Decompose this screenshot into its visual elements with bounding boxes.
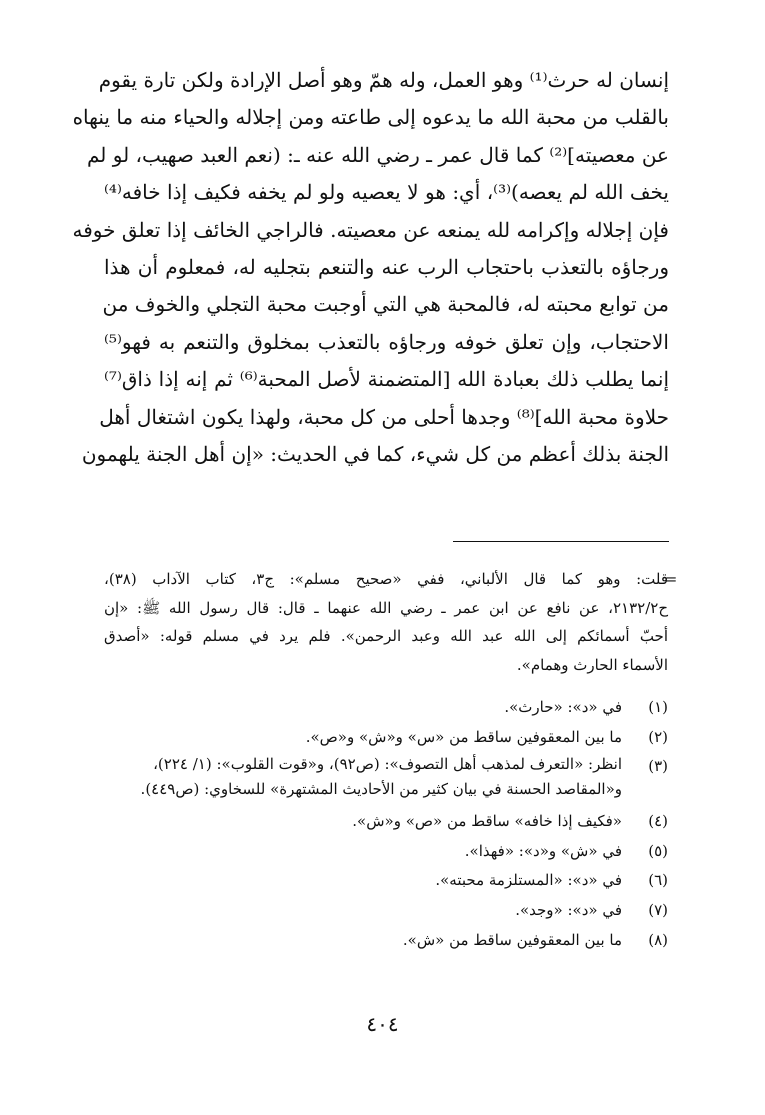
continuation-line: أحبّ أسمائكم إلى الله عبد الله وعبد الرحمن». فلم يرد في مسلم قوله: «أصدق	[104, 627, 668, 645]
footnote-number: (٥)	[648, 841, 668, 860]
body-line: الجنة بذلك أعظم من كل شيء، كما في الحديث: «إن أهل الجنة يلهمون	[81, 441, 669, 466]
body-line: عن معصيته]⁽²⁾ كما قال عمر ـ رضي الله عنه ـ: (نعم العبد صهيب، لو لم	[87, 142, 669, 167]
footnote-6	[73, 866, 668, 896]
body-line: بالقلب من محبة الله ما يدعوه إلى طاعته ومن إجلاله والحياء منه ما ينهاه	[72, 105, 669, 130]
footnote-continuation	[104, 565, 668, 679]
footnote-text-line: و«المقاصد الحسنة في بيان كثير من الأحاديث المشتهرة» للسخاوي: (ص٤٤٩).	[140, 780, 622, 799]
footnote-number: (١)	[648, 698, 668, 716]
footnote-separator	[453, 541, 669, 542]
continuation-line: قلت: وهو كما قال الألباني، ففي «صحيح مسلم»: ج٣، كتاب الآداب (٣٨)،	[104, 570, 668, 588]
footnotes	[73, 693, 668, 955]
footnote-text: في «د»: «حارث».	[504, 698, 622, 716]
body-line: من توابع محبته له، فالمحبة هي التي أوجبت محبة التجلي والخوف من	[102, 292, 669, 317]
body-line: فإن إجلاله وإكرامه لله يمنعه عن معصيته. فالراجي الخائف إذا تعلق خوفه	[72, 217, 669, 242]
continuation-line: الأسماء الحارث وهمام».	[516, 655, 668, 674]
footnote-number: (٤)	[648, 812, 668, 831]
footnote-text: في «د»: «وجد».	[515, 900, 622, 919]
footnote-number: (٣)	[648, 757, 668, 776]
body-line: إنما يطلب ذلك بعبادة الله [المتضمنة لأصل المحبة⁽⁶⁾ ثم إنه إذا ذاق⁽⁷⁾	[104, 367, 669, 392]
footnote-7	[73, 896, 668, 926]
continuation-line: ح٢١٣٢/٢، عن نافع عن ابن عمر ـ رضي الله عنهما ـ قال: قال رسول الله ﷺ: «إن	[104, 598, 668, 617]
footnote-text: في «د»: «المستلزمة محبته».	[435, 871, 622, 890]
footnote-8	[73, 926, 668, 956]
body-line: ورجاؤه بالتعذب باحتجاب الرب عنه والتنعم بتجليه له، فمعلوم أن هذا	[104, 254, 669, 279]
footnote-number: (٧)	[648, 900, 668, 919]
footnote-number: (٦)	[648, 871, 668, 890]
continuation-marker: =	[664, 570, 678, 588]
footnote-3	[73, 752, 668, 807]
footnote-text-line: انظر: «التعرف لمذهب أهل التصوف»: (ص٩٢)، و«قوت القلوب»: (١/ ٢٢٤)،	[153, 755, 622, 774]
footnote-4	[73, 807, 668, 837]
footnote-number: (٢)	[648, 727, 668, 746]
body-line: الاحتجاب، وإن تعلق خوفه ورجاؤه بالتعذب بمخلوق والتنعم به فهو⁽⁵⁾	[104, 329, 669, 354]
body-line: إنسان له حرث⁽¹⁾ وهو العمل، وله همّ وهو أصل الإرادة ولكن تارة يقوم	[98, 68, 669, 92]
footnote-1	[73, 693, 668, 723]
footnote-text: في «ش» و«د»: «فهذا».	[464, 841, 622, 860]
body-line: حلاوة محبة الله]⁽⁸⁾ وجدها أحلى من كل محبة، ولهذا يكون اشتغال أهل	[99, 404, 669, 429]
footnote-5	[73, 837, 668, 867]
footnote-number: (٨)	[648, 930, 668, 949]
page-number: ٤٠٤	[366, 1012, 399, 1036]
footnote-text: ما بين المعقوفين ساقط من «س» و«ش» و«ص».	[305, 727, 622, 746]
main-text	[72, 62, 669, 473]
footnote-text	[73, 752, 634, 807]
footnote-text: «فكيف إذا خافه» ساقط من «ص» و«ش».	[352, 812, 622, 831]
footnote-text: ما بين المعقوفين ساقط من «ش».	[402, 930, 622, 949]
footnote-2	[73, 723, 668, 753]
body-line: يخف الله لم يعصه)⁽³⁾، أي: هو لا يعصيه ولو لم يخفه فكيف إذا خافه⁽⁴⁾	[104, 180, 669, 205]
